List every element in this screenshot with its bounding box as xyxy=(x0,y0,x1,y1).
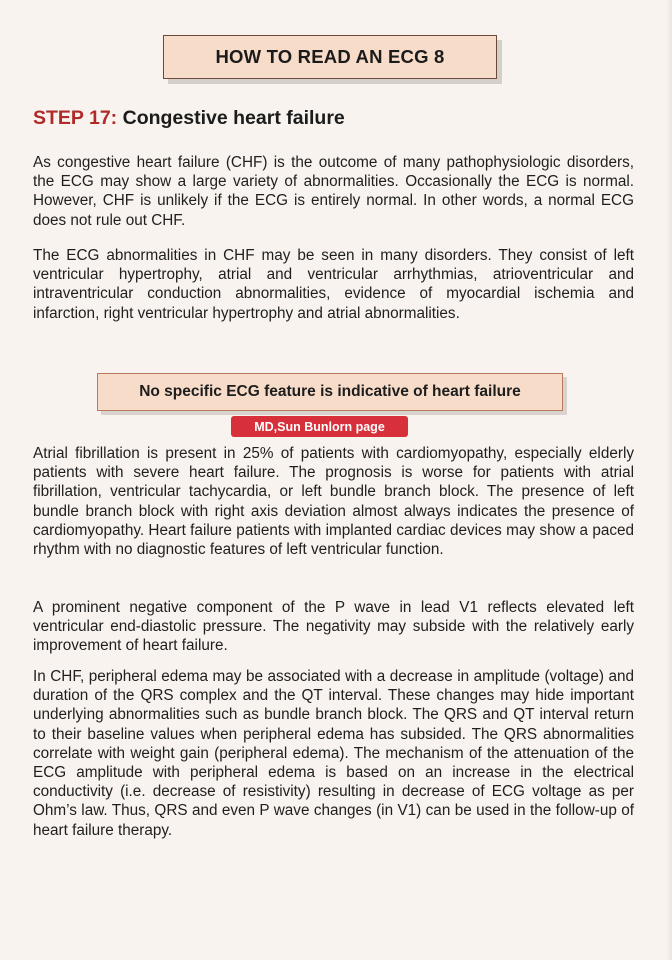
watermark-text: MD,Sun Bunlorn page xyxy=(254,419,385,434)
title-banner xyxy=(163,35,497,79)
paragraph-chf-intro: As congestive heart failure (CHF) is the outcome of many pathophysiologic disorders, the ECG may show a large variety of abnormalities. Occasionally the ECG is normal. However, CHF is unlikely if the ECG is entirely normal. In other words, a normal ECG does not rule out CHF. xyxy=(33,154,634,229)
paragraph-ecg-abnormalities: The ECG abnormalities in CHF may be seen in many disorders. They consist of left ventricular hypertrophy, atrial and ventricular arrhythmias, atrioventricular and intraventricular conduction abnormalities, evidence of myocardial ischemia and infarction, right ventricular hypertrophy and atrial abnormalities. xyxy=(33,247,634,322)
paragraph-atrial-fibrillation: Atrial fibrillation is present in 25% of patients with cardiomyopathy, especially elderly patients with severe heart failure. The prognosis is worse for patients with atrial fibrillation, ventricular tachycardia, or left bundle branch block. The presence of left bundle branch block with right axis deviation almost always indicates the presence of cardiomyopathy. Heart failure patients with implanted cardiac devices may show a paced rhythm with no diagnostic features of left ventricular function. xyxy=(33,445,634,559)
callout-box xyxy=(97,373,563,411)
page-edge-shadow xyxy=(666,0,672,960)
paragraph-peripheral-edema: In CHF, peripheral edema may be associated with a decrease in amplitude (voltage) and duration of the QRS complex and the QT interval. These changes may hide important underlying abnormalities such as bundle branch block. The QRS and QT interval return to their baseline values when peripheral edema has subsided. The QRS abnormalities correlate with weight gain (peripheral edema). The mechanism of the attenuation of the ECG amplitude with peripheral edema is based on an increase in the electrical conductivity (i.e. decrease of resistivity) resulting in decrease of ECG voltage as per Ohm’s law. Thus, QRS and even P wave changes (in V1) can be used in the follow-up of heart failure therapy. xyxy=(33,668,634,839)
callout-text: No specific ECG feature is indicative of heart failure xyxy=(139,383,521,400)
step-title: Congestive heart failure xyxy=(122,107,345,129)
paragraph-p-wave-v1: A prominent negative component of the P wave in lead V1 reflects elevated left ventricular end-diastolic pressure. The negativity may subside with the relatively early improvement of heart failure. xyxy=(33,599,634,655)
page-title: HOW TO READ AN ECG 8 xyxy=(215,46,445,67)
step-number: STEP 17: xyxy=(33,107,118,129)
watermark-badge xyxy=(231,416,408,437)
step-heading xyxy=(33,107,345,130)
